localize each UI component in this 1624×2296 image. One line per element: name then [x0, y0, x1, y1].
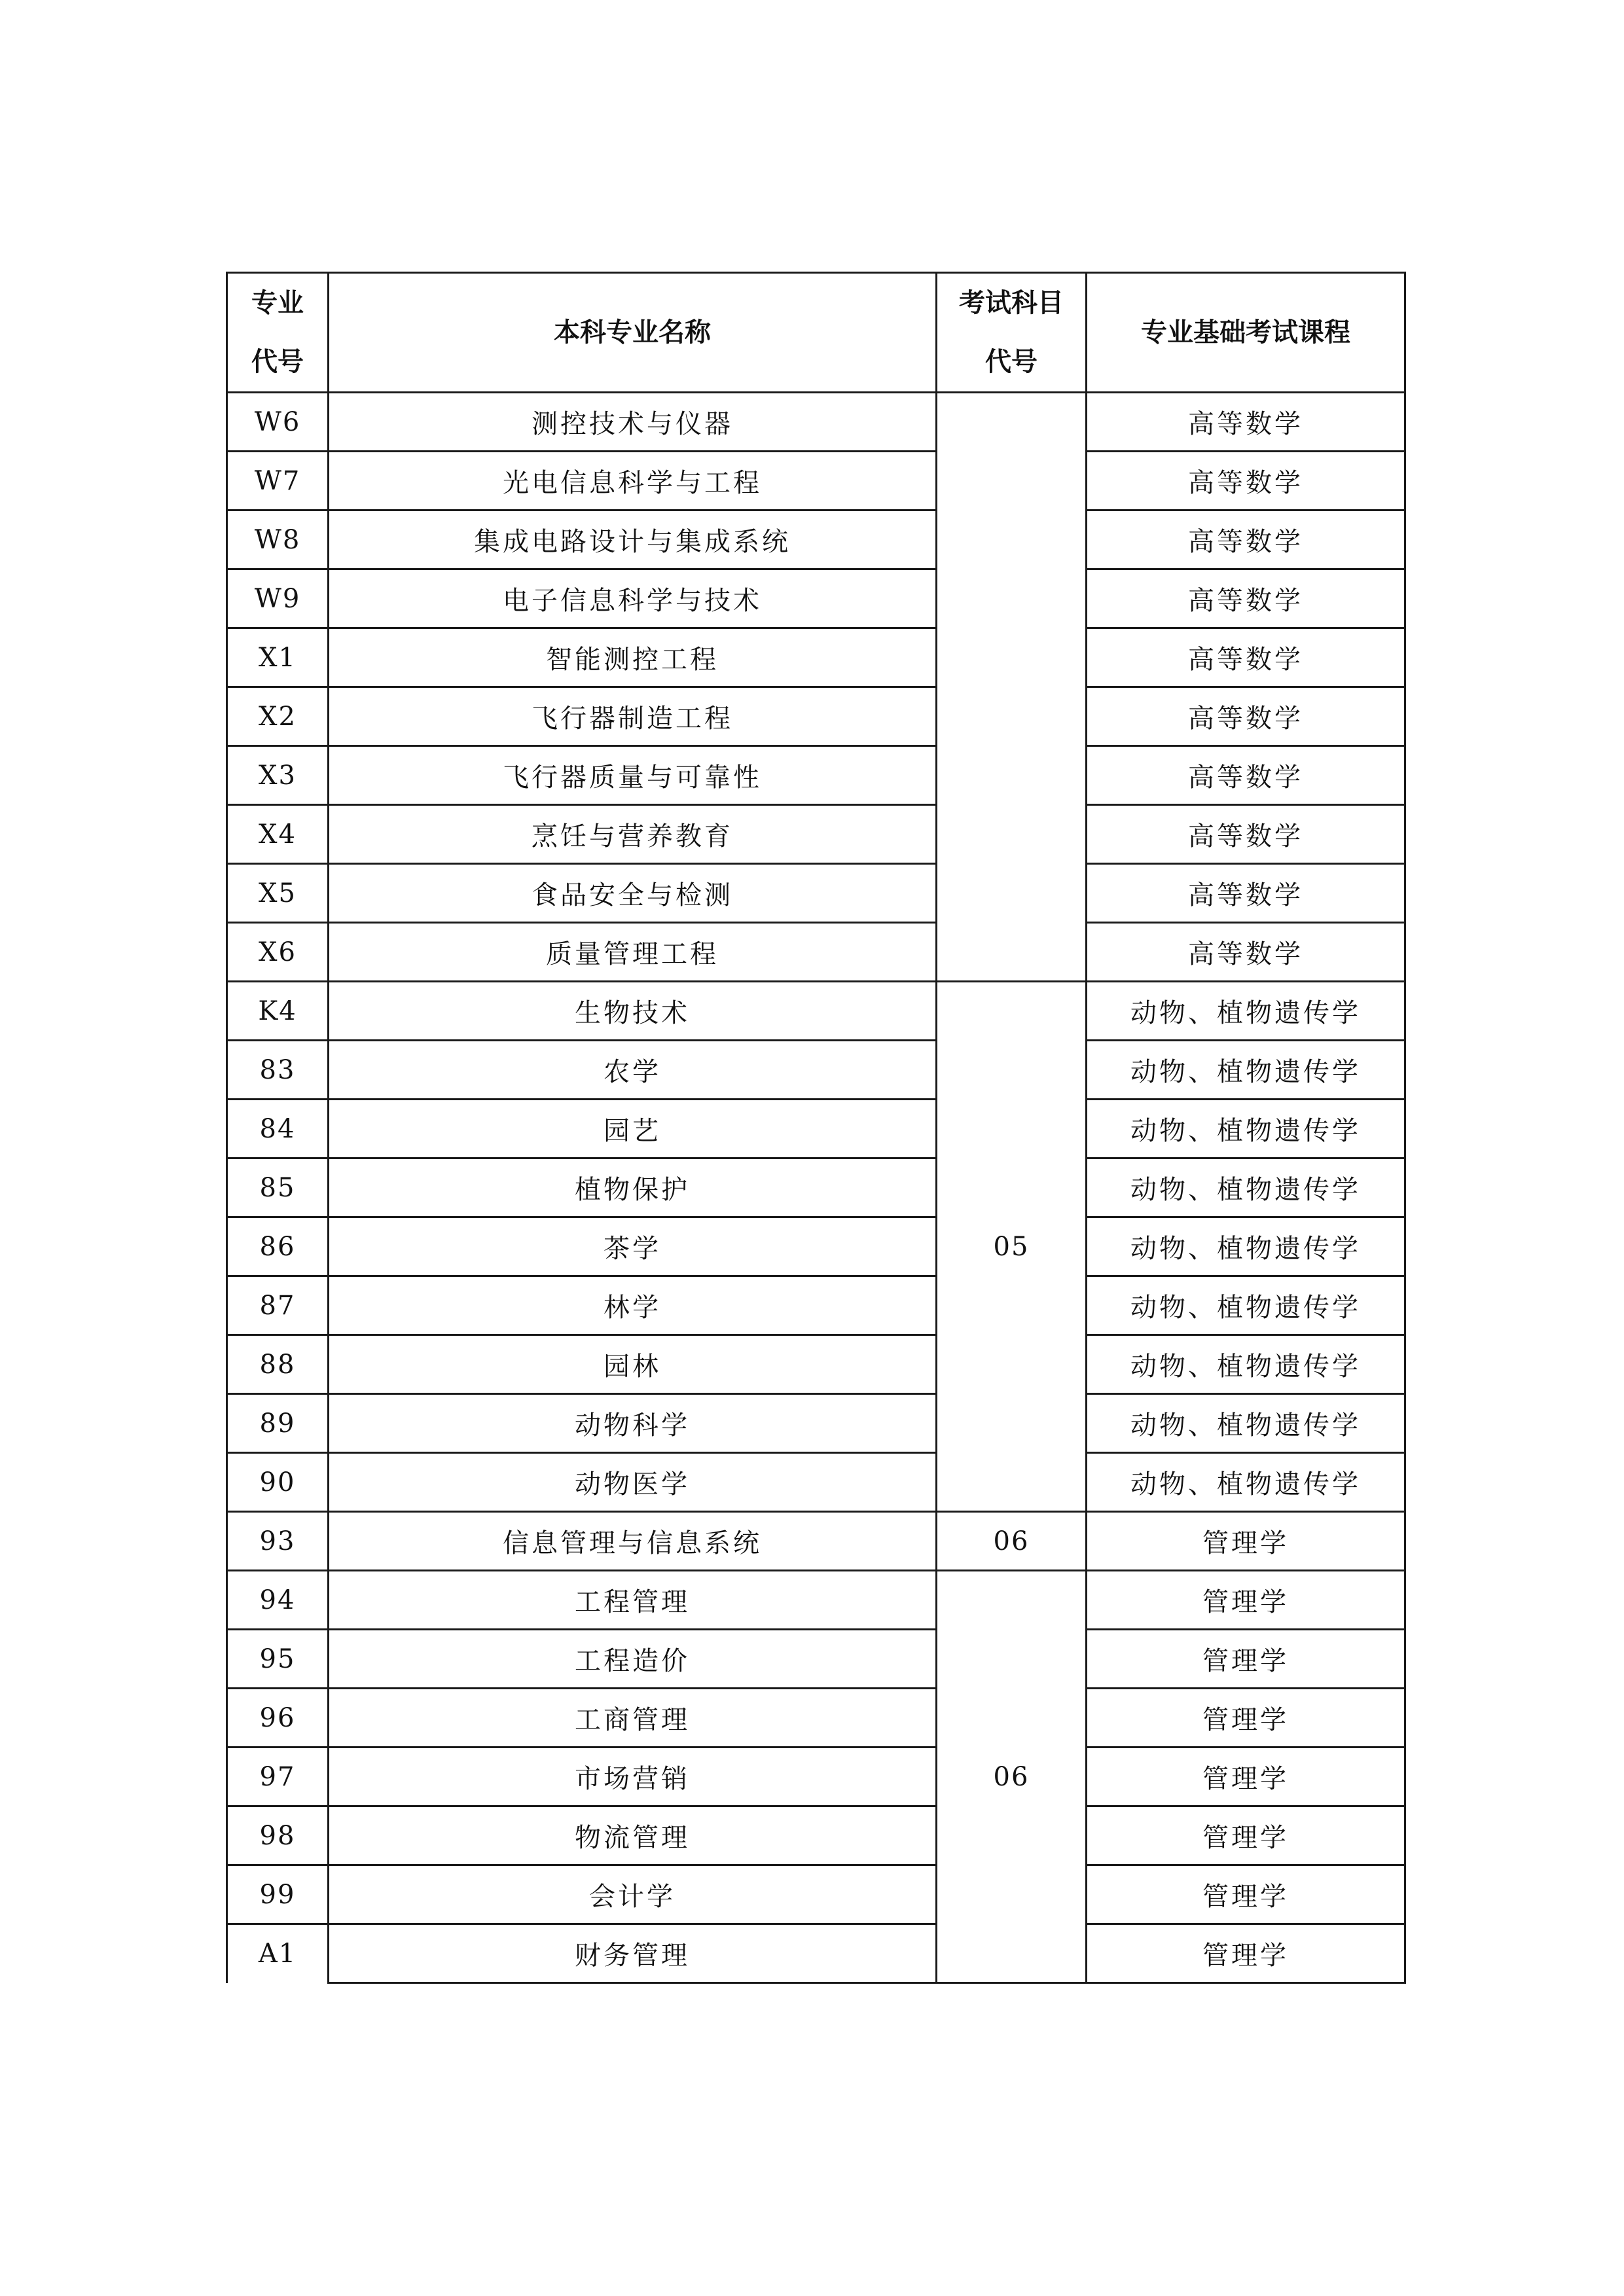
table-row	[227, 569, 1405, 628]
table-row	[227, 1100, 1405, 1158]
major-name-cell: 信息管理与信息系统	[329, 1512, 937, 1571]
exam-course-cell: 动物、植物遗传学	[1087, 1100, 1405, 1158]
exam-course-cell: 动物、植物遗传学	[1087, 1394, 1405, 1453]
subject-code-cell: 05	[937, 982, 1087, 1512]
major-code-cell: 99	[227, 1865, 329, 1924]
table-row	[227, 1806, 1405, 1865]
header-major-code	[227, 273, 329, 393]
exam-course-cell: 动物、植物遗传学	[1087, 982, 1405, 1041]
exam-course-cell: 高等数学	[1087, 746, 1405, 805]
table-row	[227, 746, 1405, 805]
exam-course-cell: 管理学	[1087, 1748, 1405, 1806]
exam-course-cell: 高等数学	[1087, 864, 1405, 923]
major-code-cell: 83	[227, 1041, 329, 1100]
major-code-cell: A1	[227, 1924, 329, 1983]
exam-course-cell: 管理学	[1087, 1630, 1405, 1689]
header-exam-course: 专业基础考试课程	[1087, 273, 1405, 393]
table-row	[227, 805, 1405, 864]
major-code-cell: 86	[227, 1217, 329, 1276]
major-code-cell: 84	[227, 1100, 329, 1158]
exam-course-cell: 管理学	[1087, 1689, 1405, 1748]
exam-course-cell: 高等数学	[1087, 628, 1405, 687]
major-code-cell: W9	[227, 569, 329, 628]
major-name-cell: 植物保护	[329, 1158, 937, 1217]
header-row	[227, 273, 1405, 393]
table-row	[227, 1217, 1405, 1276]
major-name-cell: 动物医学	[329, 1453, 937, 1512]
table-row	[227, 1865, 1405, 1924]
table-row	[227, 1924, 1405, 1983]
major-name-cell: 林学	[329, 1276, 937, 1335]
exam-course-cell: 高等数学	[1087, 923, 1405, 982]
subject-code-cell	[937, 393, 1087, 982]
major-name-cell: 动物科学	[329, 1394, 937, 1453]
exam-course-cell: 管理学	[1087, 1865, 1405, 1924]
table-row	[227, 511, 1405, 569]
table-row	[227, 452, 1405, 511]
header-subject-code-line1: 考试科目	[959, 288, 1064, 318]
major-name-cell: 财务管理	[329, 1924, 937, 1983]
exam-course-cell: 高等数学	[1087, 569, 1405, 628]
exam-course-cell: 动物、植物遗传学	[1087, 1453, 1405, 1512]
header-subject-code-line2: 代号	[985, 347, 1038, 377]
exam-course-cell: 动物、植物遗传学	[1087, 1041, 1405, 1100]
major-name-cell: 市场营销	[329, 1748, 937, 1806]
table-row	[227, 687, 1405, 746]
exam-course-cell: 管理学	[1087, 1512, 1405, 1571]
major-code-cell: X2	[227, 687, 329, 746]
exam-course-cell: 管理学	[1087, 1806, 1405, 1865]
table-row	[227, 1748, 1405, 1806]
table-row	[227, 1453, 1405, 1512]
table-row	[227, 393, 1405, 452]
major-code-cell: 90	[227, 1453, 329, 1512]
major-name-cell: 生物技术	[329, 982, 937, 1041]
major-code-cell: X1	[227, 628, 329, 687]
exam-course-cell: 高等数学	[1087, 511, 1405, 569]
major-name-cell: 质量管理工程	[329, 923, 937, 982]
major-name-cell: 集成电路设计与集成系统	[329, 511, 937, 569]
table-row	[227, 1571, 1405, 1630]
major-name-cell: 工程管理	[329, 1571, 937, 1630]
major-name-cell: 农学	[329, 1041, 937, 1100]
subject-code-cell: 06	[937, 1512, 1087, 1571]
table-row	[227, 1276, 1405, 1335]
exam-course-cell: 管理学	[1087, 1571, 1405, 1630]
major-code-cell: 89	[227, 1394, 329, 1453]
major-code-cell: 85	[227, 1158, 329, 1217]
exam-course-cell: 动物、植物遗传学	[1087, 1335, 1405, 1394]
major-code-cell: 97	[227, 1748, 329, 1806]
major-code-cell: W8	[227, 511, 329, 569]
major-name-cell: 烹饪与营养教育	[329, 805, 937, 864]
major-name-cell: 智能测控工程	[329, 628, 937, 687]
table-row	[227, 1158, 1405, 1217]
subject-code-cell: 06	[937, 1571, 1087, 1983]
major-name-cell: 园林	[329, 1335, 937, 1394]
major-code-cell: 88	[227, 1335, 329, 1394]
major-code-cell: X6	[227, 923, 329, 982]
exam-course-cell: 高等数学	[1087, 393, 1405, 452]
major-code-cell: 87	[227, 1276, 329, 1335]
exam-course-cell: 高等数学	[1087, 805, 1405, 864]
major-name-cell: 电子信息科学与技术	[329, 569, 937, 628]
header-major-code-line2: 代号	[251, 347, 304, 377]
major-code-cell: W7	[227, 452, 329, 511]
major-name-cell: 飞行器质量与可靠性	[329, 746, 937, 805]
table-row	[227, 1041, 1405, 1100]
table-row	[227, 1335, 1405, 1394]
major-code-cell: X5	[227, 864, 329, 923]
major-name-cell: 食品安全与检测	[329, 864, 937, 923]
major-code-cell: X4	[227, 805, 329, 864]
exam-course-cell: 动物、植物遗传学	[1087, 1217, 1405, 1276]
major-name-cell: 飞行器制造工程	[329, 687, 937, 746]
header-major-code-line1: 专业	[251, 288, 304, 318]
majors-table	[226, 272, 1406, 1984]
exam-course-cell: 动物、植物遗传学	[1087, 1158, 1405, 1217]
major-name-cell: 物流管理	[329, 1806, 937, 1865]
major-code-cell: 98	[227, 1806, 329, 1865]
exam-course-cell: 高等数学	[1087, 452, 1405, 511]
major-code-cell: 95	[227, 1630, 329, 1689]
table-row	[227, 1512, 1405, 1571]
major-name-cell: 茶学	[329, 1217, 937, 1276]
major-name-cell: 工程造价	[329, 1630, 937, 1689]
header-major-name: 本科专业名称	[329, 273, 937, 393]
major-code-cell: W6	[227, 393, 329, 452]
major-name-cell: 会计学	[329, 1865, 937, 1924]
header-subject-code	[937, 273, 1087, 393]
major-code-cell: K4	[227, 982, 329, 1041]
table-row	[227, 1630, 1405, 1689]
major-name-cell: 园艺	[329, 1100, 937, 1158]
table-row	[227, 923, 1405, 982]
exam-course-cell: 动物、植物遗传学	[1087, 1276, 1405, 1335]
table-row	[227, 628, 1405, 687]
major-code-cell: X3	[227, 746, 329, 805]
major-code-cell: 96	[227, 1689, 329, 1748]
major-name-cell: 工商管理	[329, 1689, 937, 1748]
major-code-cell: 94	[227, 1571, 329, 1630]
table-row	[227, 1394, 1405, 1453]
major-code-cell: 93	[227, 1512, 329, 1571]
table-row	[227, 982, 1405, 1041]
exam-course-cell: 高等数学	[1087, 687, 1405, 746]
table-row	[227, 1689, 1405, 1748]
major-name-cell: 测控技术与仪器	[329, 393, 937, 452]
table-row	[227, 864, 1405, 923]
exam-course-cell: 管理学	[1087, 1924, 1405, 1983]
major-name-cell: 光电信息科学与工程	[329, 452, 937, 511]
